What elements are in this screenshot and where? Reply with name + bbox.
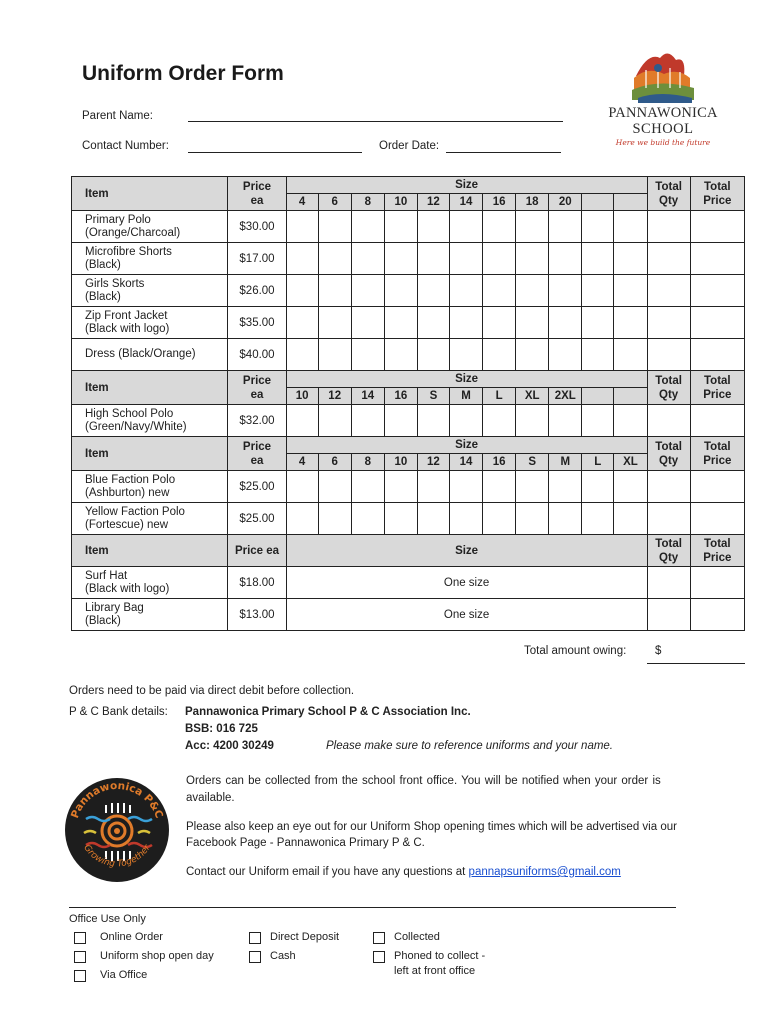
- office-divider: [69, 907, 676, 908]
- size-label: 16: [483, 454, 516, 471]
- size-label: M: [549, 454, 582, 471]
- item-row: [72, 275, 745, 307]
- item-name-line2: (Black): [85, 614, 121, 627]
- total-owing-field[interactable]: [647, 663, 745, 664]
- total-qty-cell[interactable]: [647, 405, 690, 437]
- size-label: 12: [417, 454, 449, 471]
- size-label: 6: [318, 194, 351, 211]
- bank-details-label: P & C Bank details:: [69, 706, 168, 718]
- item-name-line2: (Black with logo): [85, 322, 170, 335]
- total-qty-cell[interactable]: [647, 275, 690, 307]
- size-label: 2XL: [549, 388, 582, 405]
- item-name-line2: (Fortescue) new: [85, 518, 169, 531]
- shop-open-day-checkbox[interactable]: [74, 951, 86, 963]
- size-qty-cell[interactable]: [318, 405, 351, 437]
- item-name-line1: Blue Faction Polo: [85, 473, 176, 486]
- price-header: [228, 177, 286, 211]
- shop-open-day-label: Uniform shop open day: [100, 950, 214, 962]
- size-qty-cell[interactable]: [449, 275, 482, 307]
- order-date-label: Order Date:: [379, 140, 440, 152]
- school-name-line1: PANNAWONICA: [608, 105, 718, 121]
- size-qty-cell[interactable]: [483, 503, 516, 535]
- size-qty-cell[interactable]: [516, 243, 549, 275]
- form-title: Uniform Order Form: [82, 62, 284, 85]
- size-qty-cell[interactable]: [318, 307, 351, 339]
- item-price: $26.00: [228, 275, 286, 307]
- size-label: L: [582, 454, 614, 471]
- size-header-label: Size: [455, 179, 479, 191]
- item-name-line1: Microfibre Shorts: [85, 245, 172, 258]
- size-qty-cell[interactable]: [318, 339, 351, 371]
- size-qty-cell[interactable]: [286, 243, 318, 275]
- size-label: [582, 194, 614, 211]
- item-row: [72, 567, 745, 599]
- item-name-line1: Dress (Black/Orange): [85, 348, 196, 360]
- size-label: 8: [351, 194, 384, 211]
- size-qty-cell[interactable]: [449, 503, 482, 535]
- total-qty-cell[interactable]: [647, 503, 690, 535]
- size-qty-cell[interactable]: [417, 405, 449, 437]
- item-header: [72, 535, 228, 567]
- total-qty-cell[interactable]: [647, 307, 690, 339]
- total-qty-cell[interactable]: [647, 471, 690, 503]
- size-label: 12: [318, 388, 351, 405]
- size-qty-cell[interactable]: [449, 405, 482, 437]
- total-qty-cell[interactable]: [647, 243, 690, 275]
- size-header: [286, 371, 647, 388]
- item-name-line2: (Black): [85, 290, 121, 303]
- item-row: [72, 307, 745, 339]
- item-name-line1: Library Bag: [85, 601, 144, 614]
- school-name-line2: SCHOOL: [632, 121, 694, 137]
- parent-name-label: Parent Name:: [82, 110, 153, 122]
- phoned-label-line2: left at front office: [394, 965, 476, 977]
- size-qty-cell[interactable]: [286, 307, 318, 339]
- size-qty-cell[interactable]: [417, 471, 449, 503]
- total-price-cell[interactable]: [690, 339, 744, 371]
- item-name: [72, 471, 228, 503]
- item-name-line1: High School Polo: [85, 407, 174, 420]
- size-label: L: [483, 388, 516, 405]
- item-name-line2: (Green/Navy/White): [85, 420, 187, 433]
- total-price-line1: Total: [704, 180, 731, 193]
- item-name-line2: (Ashburton) new: [85, 486, 170, 499]
- total-price-line1: Total: [704, 374, 731, 387]
- price-header-line2: ea: [250, 194, 264, 207]
- price-header: [228, 371, 286, 405]
- price-header-line2: ea: [250, 454, 264, 467]
- item-name-line2: (Black): [85, 258, 121, 271]
- size-header: [286, 437, 647, 454]
- total-price-cell[interactable]: [690, 503, 744, 535]
- size-qty-cell[interactable]: [384, 211, 417, 243]
- item-row: [72, 599, 745, 631]
- total-qty-header: [647, 535, 690, 567]
- size-qty-cell[interactable]: [516, 503, 549, 535]
- item-row: [72, 405, 745, 437]
- size-qty-cell[interactable]: [417, 211, 449, 243]
- item-price: $25.00: [228, 503, 286, 535]
- total-qty-line2: Qty: [659, 454, 679, 467]
- size-qty-cell[interactable]: [549, 405, 582, 437]
- online-order-checkbox[interactable]: [74, 932, 86, 944]
- size-qty-cell[interactable]: [582, 243, 614, 275]
- size-qty-cell[interactable]: [483, 471, 516, 503]
- size-qty-cell[interactable]: [286, 503, 318, 535]
- size-qty-cell[interactable]: [417, 307, 449, 339]
- size-qty-cell[interactable]: [384, 405, 417, 437]
- size-label: XL: [614, 454, 647, 471]
- reference-note: Please make sure to reference uniforms and your name.: [326, 740, 614, 752]
- section-header-row: [72, 371, 745, 388]
- item-price: $25.00: [228, 471, 286, 503]
- size-qty-cell[interactable]: [417, 243, 449, 275]
- item-header-label: Item: [85, 544, 109, 557]
- size-label: 14: [351, 388, 384, 405]
- size-qty-cell[interactable]: [286, 339, 318, 371]
- collected-checkbox[interactable]: [373, 932, 385, 944]
- direct-deposit-label: Direct Deposit: [270, 931, 340, 943]
- size-qty-cell[interactable]: [318, 211, 351, 243]
- size-label: 10: [384, 194, 417, 211]
- size-header-label: Size: [455, 544, 479, 557]
- item-name: [72, 405, 228, 437]
- size-qty-cell[interactable]: [483, 275, 516, 307]
- size-qty-cell[interactable]: [351, 275, 384, 307]
- size-label: 20: [549, 194, 582, 211]
- item-name: [72, 307, 228, 339]
- total-price-cell[interactable]: [690, 567, 744, 599]
- via-office-checkbox[interactable]: [74, 970, 86, 982]
- total-qty-cell[interactable]: [647, 599, 690, 631]
- size-label: 6: [318, 454, 351, 471]
- item-header-label: Item: [85, 187, 109, 200]
- school-logo: [598, 48, 728, 148]
- size-qty-cell[interactable]: [384, 471, 417, 503]
- total-qty-line1: Total: [655, 180, 682, 193]
- size-qty-cell[interactable]: [516, 339, 549, 371]
- item-header-label: Item: [85, 381, 109, 394]
- size-qty-cell[interactable]: [582, 471, 614, 503]
- size-qty-cell[interactable]: [614, 243, 647, 275]
- size-qty-cell[interactable]: [318, 471, 351, 503]
- shop-info-line1: Please also keep an eye out for our Uniform Shop opening times which will be advertised via our: [186, 821, 677, 833]
- size-qty-cell[interactable]: [549, 307, 582, 339]
- total-qty-line2: Qty: [659, 388, 679, 401]
- one-size-cell: One size: [286, 599, 647, 631]
- accessories-header-row: [72, 535, 745, 567]
- size-header-label: Size: [455, 373, 479, 385]
- size-header-label: Size: [455, 439, 479, 451]
- size-qty-cell[interactable]: [582, 339, 614, 371]
- item-price: $18.00: [228, 567, 286, 599]
- size-qty-cell[interactable]: [614, 307, 647, 339]
- total-price-line2: Price: [703, 551, 732, 564]
- size-label: S: [516, 454, 549, 471]
- item-name-line1: Yellow Faction Polo: [85, 505, 185, 518]
- total-qty-line1: Total: [655, 440, 682, 453]
- shop-info-line2: Facebook Page - Pannawonica Primary P & C.: [186, 837, 425, 849]
- price-header-line2: ea: [250, 388, 264, 401]
- total-qty-line1: Total: [655, 537, 682, 550]
- total-qty-header: [647, 371, 690, 405]
- item-price: $30.00: [228, 211, 286, 243]
- size-label: 14: [449, 454, 482, 471]
- size-qty-cell[interactable]: [582, 307, 614, 339]
- price-header: [228, 535, 286, 567]
- size-qty-cell[interactable]: [417, 503, 449, 535]
- section-header-row: [72, 177, 745, 194]
- size-label: 12: [417, 194, 449, 211]
- item-name-line1: Surf Hat: [85, 569, 128, 582]
- size-label: 16: [483, 194, 516, 211]
- size-qty-cell[interactable]: [318, 503, 351, 535]
- total-price-header: [690, 177, 744, 211]
- size-qty-cell[interactable]: [516, 211, 549, 243]
- cash-checkbox[interactable]: [249, 951, 261, 963]
- contact-number-field[interactable]: [188, 152, 362, 153]
- size-qty-cell[interactable]: [614, 503, 647, 535]
- total-qty-cell[interactable]: [647, 211, 690, 243]
- size-qty-cell[interactable]: [449, 471, 482, 503]
- size-qty-cell[interactable]: [582, 503, 614, 535]
- pc-association-logo: [62, 775, 172, 885]
- size-label: XL: [516, 388, 549, 405]
- total-qty-cell[interactable]: [647, 567, 690, 599]
- item-price: $35.00: [228, 307, 286, 339]
- size-qty-cell[interactable]: [449, 211, 482, 243]
- total-price-cell[interactable]: [690, 211, 744, 243]
- size-qty-cell[interactable]: [614, 471, 647, 503]
- school-logo-emblem: [598, 48, 728, 104]
- item-header: [72, 177, 228, 211]
- size-qty-cell[interactable]: [483, 211, 516, 243]
- size-header: [286, 177, 647, 194]
- size-qty-cell[interactable]: [351, 471, 384, 503]
- office-use-title: Office Use Only: [69, 913, 146, 925]
- item-name: [72, 567, 228, 599]
- item-header: [72, 437, 228, 471]
- collected-label: Collected: [394, 931, 440, 943]
- price-header-line1: Price: [242, 440, 272, 453]
- size-qty-cell[interactable]: [582, 405, 614, 437]
- phoned-checkbox[interactable]: [373, 951, 385, 963]
- total-price-cell[interactable]: [690, 307, 744, 339]
- contact-info: [186, 866, 621, 878]
- pc-logo-top-text: Pannawonica P&C: [68, 779, 166, 820]
- size-qty-cell[interactable]: [286, 275, 318, 307]
- total-price-line1: Total: [704, 537, 731, 550]
- collect-info-line1: Orders can be collected from the school front office. You will be notified when your order is: [186, 775, 661, 787]
- size-label: [582, 388, 614, 405]
- phoned-label-line1: Phoned to collect -: [394, 950, 486, 962]
- item-price: $17.00: [228, 243, 286, 275]
- item-price: $40.00: [228, 339, 286, 371]
- size-qty-cell[interactable]: [516, 405, 549, 437]
- cash-label: Cash: [270, 950, 296, 962]
- total-price-line2: Price: [703, 194, 732, 207]
- size-qty-cell[interactable]: [614, 211, 647, 243]
- bank-account: Acc: 4200 30249: [185, 740, 274, 752]
- size-qty-cell[interactable]: [384, 243, 417, 275]
- size-qty-cell[interactable]: [351, 307, 384, 339]
- item-price: $13.00: [228, 599, 286, 631]
- size-label: [614, 194, 647, 211]
- size-label: 16: [384, 388, 417, 405]
- size-qty-cell[interactable]: [384, 339, 417, 371]
- size-qty-cell[interactable]: [318, 243, 351, 275]
- order-date-field[interactable]: [446, 152, 561, 153]
- item-name: [72, 339, 228, 371]
- total-qty-line1: Total: [655, 374, 682, 387]
- item-row: [72, 471, 745, 503]
- item-name-line1: Zip Front Jacket: [85, 309, 168, 322]
- size-qty-cell[interactable]: [286, 405, 318, 437]
- size-label: 10: [384, 454, 417, 471]
- price-header-label: Price ea: [234, 544, 280, 557]
- size-qty-cell[interactable]: [351, 211, 384, 243]
- total-price-line2: Price: [703, 388, 732, 401]
- contact-info-text: Contact our Uniform email if you have any questions at: [186, 866, 466, 878]
- item-name: [72, 503, 228, 535]
- size-qty-cell[interactable]: [318, 275, 351, 307]
- total-price-cell[interactable]: [690, 243, 744, 275]
- size-qty-cell[interactable]: [351, 243, 384, 275]
- size-qty-cell[interactable]: [286, 471, 318, 503]
- item-name-line2: (Black with logo): [85, 582, 170, 595]
- price-header-line1: Price: [242, 374, 272, 387]
- item-name-line2: (Orange/Charcoal): [85, 226, 181, 239]
- total-qty-line2: Qty: [659, 194, 679, 207]
- size-qty-cell[interactable]: [286, 211, 318, 243]
- size-label: [614, 388, 647, 405]
- size-qty-cell[interactable]: [483, 339, 516, 371]
- section-header-row: [72, 437, 745, 454]
- total-price-header: [690, 437, 744, 471]
- total-qty-header: [647, 177, 690, 211]
- size-qty-cell[interactable]: [384, 275, 417, 307]
- size-qty-cell[interactable]: [417, 339, 449, 371]
- total-qty-cell[interactable]: [647, 339, 690, 371]
- size-qty-cell[interactable]: [549, 275, 582, 307]
- parent-name-field[interactable]: [188, 121, 563, 122]
- via-office-label: Via Office: [100, 969, 148, 981]
- price-header: [228, 437, 286, 471]
- total-qty-header: [647, 437, 690, 471]
- contact-number-label: Contact Number:: [82, 140, 169, 152]
- size-qty-cell[interactable]: [384, 307, 417, 339]
- size-qty-cell[interactable]: [614, 405, 647, 437]
- order-table: [71, 176, 745, 631]
- total-price-cell[interactable]: [690, 471, 744, 503]
- size-qty-cell[interactable]: [351, 503, 384, 535]
- item-name: [72, 599, 228, 631]
- size-qty-cell[interactable]: [449, 339, 482, 371]
- pc-logo-bottom-text: Growing Together: [81, 843, 153, 870]
- size-qty-cell[interactable]: [582, 211, 614, 243]
- size-qty-cell[interactable]: [384, 503, 417, 535]
- size-qty-cell[interactable]: [351, 405, 384, 437]
- size-qty-cell[interactable]: [449, 243, 482, 275]
- item-row: [72, 211, 745, 243]
- price-header-line1: Price: [242, 180, 272, 193]
- size-qty-cell[interactable]: [549, 503, 582, 535]
- total-price-cell[interactable]: [690, 405, 744, 437]
- size-qty-cell[interactable]: [516, 307, 549, 339]
- size-label: S: [417, 388, 449, 405]
- direct-deposit-checkbox[interactable]: [249, 932, 261, 944]
- total-owing-label: Total amount owing:: [524, 645, 627, 657]
- size-qty-cell[interactable]: [582, 275, 614, 307]
- item-row: [72, 243, 745, 275]
- size-header: [286, 535, 647, 567]
- size-qty-cell[interactable]: [549, 471, 582, 503]
- size-qty-cell[interactable]: [516, 275, 549, 307]
- total-price-header: [690, 535, 744, 567]
- total-price-line2: Price: [703, 454, 732, 467]
- total-price-cell[interactable]: [690, 599, 744, 631]
- item-name: [72, 275, 228, 307]
- item-price: $32.00: [228, 405, 286, 437]
- school-tagline: Here we build the future: [615, 138, 711, 147]
- size-qty-cell[interactable]: [351, 339, 384, 371]
- size-qty-cell[interactable]: [417, 275, 449, 307]
- total-price-line1: Total: [704, 440, 731, 453]
- item-name-line1: Girls Skorts: [85, 277, 145, 290]
- size-qty-cell[interactable]: [483, 243, 516, 275]
- item-name: [72, 211, 228, 243]
- total-price-cell[interactable]: [690, 275, 744, 307]
- total-owing-currency: $: [655, 645, 662, 657]
- size-label: 18: [516, 194, 549, 211]
- size-label: 8: [351, 454, 384, 471]
- size-qty-cell[interactable]: [614, 339, 647, 371]
- size-qty-cell[interactable]: [549, 243, 582, 275]
- size-label: 4: [286, 194, 318, 211]
- item-name-line1: Primary Polo: [85, 213, 151, 226]
- item-name: [72, 243, 228, 275]
- item-header-label: Item: [85, 447, 109, 460]
- bank-name: Pannawonica Primary School P & C Association Inc.: [185, 706, 471, 718]
- size-qty-cell[interactable]: [449, 307, 482, 339]
- item-header: [72, 371, 228, 405]
- size-label: 10: [286, 388, 318, 405]
- size-qty-cell[interactable]: [483, 405, 516, 437]
- size-qty-cell[interactable]: [549, 339, 582, 371]
- payment-notice: Orders need to be paid via direct debit before collection.: [69, 685, 355, 697]
- size-qty-cell[interactable]: [483, 307, 516, 339]
- one-size-cell: One size: [286, 567, 647, 599]
- uniform-email-link[interactable]: pannapsuniforms@gmail.com: [468, 866, 621, 878]
- item-row: [72, 339, 745, 371]
- size-label: 4: [286, 454, 318, 471]
- collect-info-line2: available.: [186, 792, 235, 804]
- size-qty-cell[interactable]: [549, 211, 582, 243]
- size-label: 14: [449, 194, 482, 211]
- item-row: [72, 503, 745, 535]
- bank-bsb: BSB: 016 725: [185, 723, 258, 735]
- size-label: M: [449, 388, 482, 405]
- online-order-label: Online Order: [100, 931, 163, 943]
- size-qty-cell[interactable]: [614, 275, 647, 307]
- total-qty-line2: Qty: [659, 551, 679, 564]
- size-qty-cell[interactable]: [516, 471, 549, 503]
- total-price-header: [690, 371, 744, 405]
